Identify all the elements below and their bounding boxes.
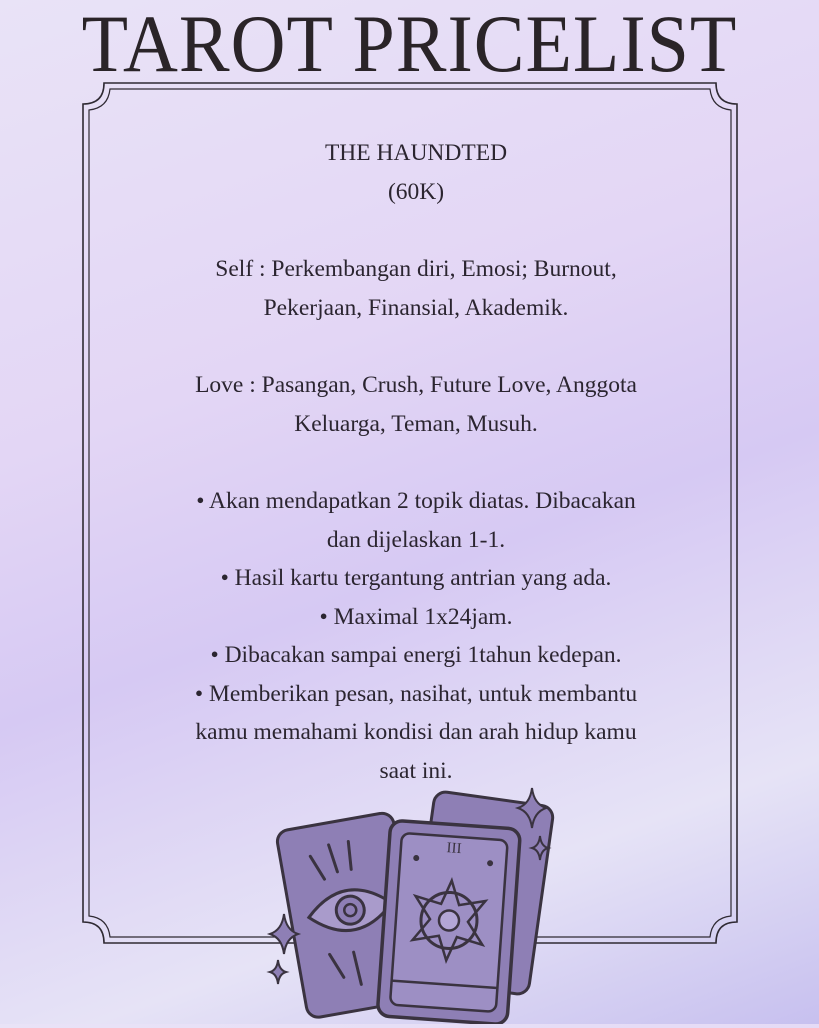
tarot-cards-svg <box>262 780 562 1024</box>
tarot-cards-illustration <box>262 780 562 1024</box>
bullet-3: • Maximal 1x24jam. <box>319 603 513 630</box>
sun-card-icon <box>377 820 520 1024</box>
bullet-1-line1: • Akan mendapatkan 2 topik diatas. Dibacakan <box>196 488 636 514</box>
love-topic-line1: Love : Pasangan, Crush, Future Love, Anggota <box>195 372 637 398</box>
bullet-5-line3: saat ini. <box>379 757 453 784</box>
bullet-4: • Dibacakan sampai energi 1tahun kedepan. <box>210 642 622 668</box>
card-numeral: III <box>445 840 463 858</box>
package-name: THE HAUNDTED <box>324 140 508 166</box>
package-price: (60K) <box>387 178 445 205</box>
page-title: TAROT PRICELIST <box>81 0 738 90</box>
bullet-2: • Hasil kartu tergantung antrian yang ada. <box>220 565 612 591</box>
love-topic-line2: Keluarga, Teman, Musuh. <box>294 410 538 437</box>
bullet-1-line2: dan dijelaskan 1-1. <box>326 526 506 553</box>
pricelist-content <box>110 134 722 790</box>
self-topic-line2: Pekerjaan, Finansial, Akademik. <box>263 294 569 321</box>
self-topic-line1: Self : Perkembangan diri, Emosi; Burnout, <box>215 256 617 282</box>
bullet-5-line1: • Memberikan pesan, nasihat, untuk membantu <box>194 680 638 707</box>
bullet-5-line2: kamu memahami kondisi dan arah hidup kamu <box>195 719 637 745</box>
